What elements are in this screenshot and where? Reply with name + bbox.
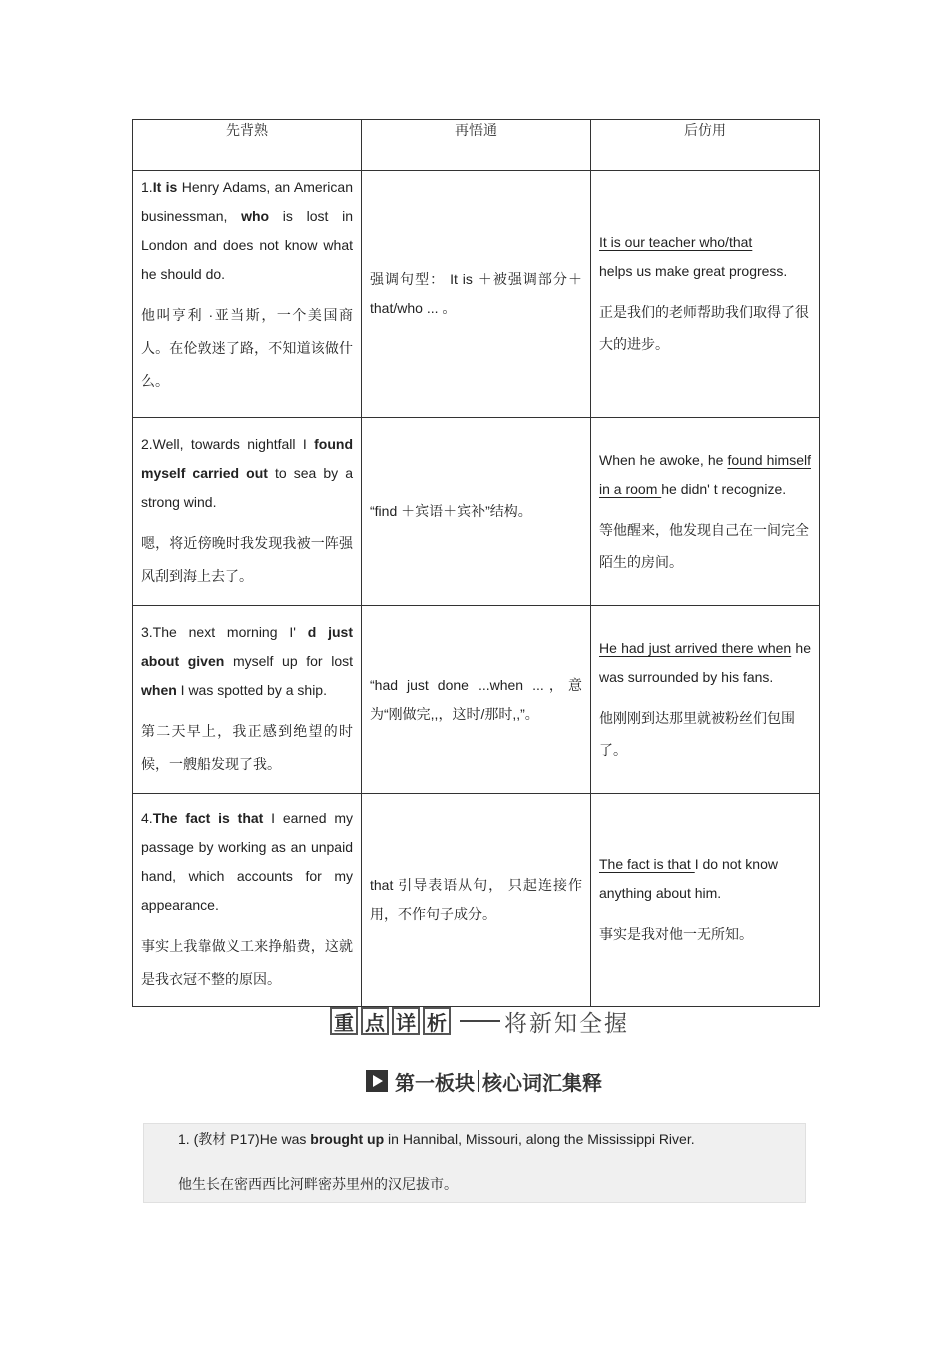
banner-subtitle: 将新知全握 (504, 1010, 629, 1037)
banner-char-box: 重 (330, 1007, 358, 1035)
section-banner (330, 1005, 660, 1037)
vocab-note-box (143, 1123, 806, 1203)
imitate-chinese: 正是我们的老师帮助我们取得了很大的进步。 (599, 304, 809, 352)
text-run: he was surrounded by his fans. (599, 639, 811, 685)
header-understand: 再悟通 (362, 120, 591, 171)
text-run: myself up for lost (224, 653, 354, 669)
underlined-text: The fact is that (599, 856, 695, 872)
memorize-cell (133, 171, 362, 418)
banner-char-box: 详 (392, 1007, 420, 1035)
explain-cell: “had just done ...when ...，意为“刚做完,,，这时/那时,,”。 (362, 606, 591, 794)
imitate-english (599, 446, 811, 504)
header-imitate: 后仿用 (591, 120, 820, 171)
section-part2: 核心词汇集释 (482, 1072, 602, 1095)
imitate-chinese: 事实是我对他一无所知。 (599, 926, 753, 942)
memorize-english (141, 173, 353, 289)
bold-text-run: when (141, 682, 177, 698)
memorize-chinese: 嗯，将近傍晚时我发现我被一阵强风刮到海上去了。 (141, 535, 353, 584)
underlined-text: found himself in a room (599, 451, 811, 497)
bold-text-run: found myself carried out (141, 436, 353, 481)
text-run: I do not know anything about him. (599, 856, 778, 901)
banner-char-box: 析 (423, 1007, 451, 1035)
imitate-chinese: 他刚刚到达那里就被粉丝们包围了。 (599, 709, 795, 758)
text-run: in Hannibal, Missouri, along the Mississippi River. (384, 1131, 695, 1147)
banner-dash (460, 1020, 500, 1022)
imitate-cell (591, 418, 820, 606)
bold-text-run: d just about given (141, 624, 353, 669)
table-row (133, 606, 820, 794)
imitate-english (599, 228, 811, 286)
text-run: 2.Well, towards nightfall I (141, 436, 315, 452)
imitate-english (599, 850, 811, 908)
memorize-chinese: 他叫亨利 ·亚当斯，一个美国商人。在伦敦迷了路，不知道该做什么。 (141, 307, 353, 389)
memorize-english (141, 430, 353, 517)
explain-cell: “find ＋宾语＋宾补”结构。 (362, 418, 591, 606)
underlined-text: It is our teacher who/that (599, 234, 753, 250)
bold-text-run: who (241, 208, 270, 224)
memorize-english (141, 804, 353, 920)
imitate-chinese: 等他醒来，他发现自己在一间完全陌生的房间。 (599, 521, 809, 570)
text-run: I earned my passage by working as an unpaid hand, which accounts for my appearance. (141, 810, 353, 913)
memorize-cell (133, 606, 362, 794)
table-row (133, 418, 820, 606)
bold-text-run: It is (152, 179, 178, 195)
text-run: is lost in London and does not know what he should do. (141, 208, 353, 282)
text-run: Henry Adams, an American businessman, (141, 179, 353, 224)
memorize-chinese: 第二天早上，我正感到绝望的时候，一艘船发现了我。 (141, 723, 353, 772)
memorize-english (141, 618, 353, 705)
text-run: 1. (教材 P17)He was (178, 1131, 311, 1147)
explain-cell: 强调句型： It is ＋被强调部分＋that/who ... 。 (362, 171, 591, 418)
underlined-text: He had just arrived there when (599, 639, 792, 656)
text-run: When he awoke, he (599, 451, 728, 468)
banner-char-box: 点 (361, 1007, 389, 1035)
imitate-cell (591, 171, 820, 418)
text-run: 1. (141, 179, 153, 195)
note-chinese: 他生长在密西西比河畔密苏里州的汉尼拔市。 (178, 1176, 458, 1192)
sentence-table (132, 119, 820, 1007)
section-part1: 第一板块 (395, 1072, 475, 1095)
memorize-cell (133, 418, 362, 606)
table-row (133, 171, 820, 418)
text-run: 3.The next morning I' (141, 624, 308, 640)
header-memorize: 先背熟 (133, 120, 362, 171)
play-icon (366, 1070, 388, 1092)
text-run: I was spotted by a ship. (176, 682, 327, 698)
memorize-chinese: 事实上我靠做义工来挣船费，这就是我衣冠不整的原因。 (141, 938, 353, 987)
table-row (133, 794, 820, 1007)
text-run: 4. (141, 810, 153, 826)
text-run: helps us make great progress. (599, 263, 788, 279)
bold-text-run: brought up (310, 1131, 385, 1147)
text-run: to sea by a strong wind. (141, 465, 353, 510)
table-header-row (133, 120, 820, 171)
bold-text-run: The fact is that (152, 810, 264, 826)
memorize-cell (133, 794, 362, 1007)
note-english (178, 1129, 695, 1149)
section-heading (366, 1068, 602, 1094)
text-run: he didn' t recognize. (661, 480, 787, 497)
explain-cell: that 引导表语从句， 只起连接作用，不作句子成分。 (362, 794, 591, 1007)
imitate-cell (591, 794, 820, 1007)
imitate-english (599, 634, 811, 692)
section-divider (478, 1070, 479, 1092)
imitate-cell (591, 606, 820, 794)
